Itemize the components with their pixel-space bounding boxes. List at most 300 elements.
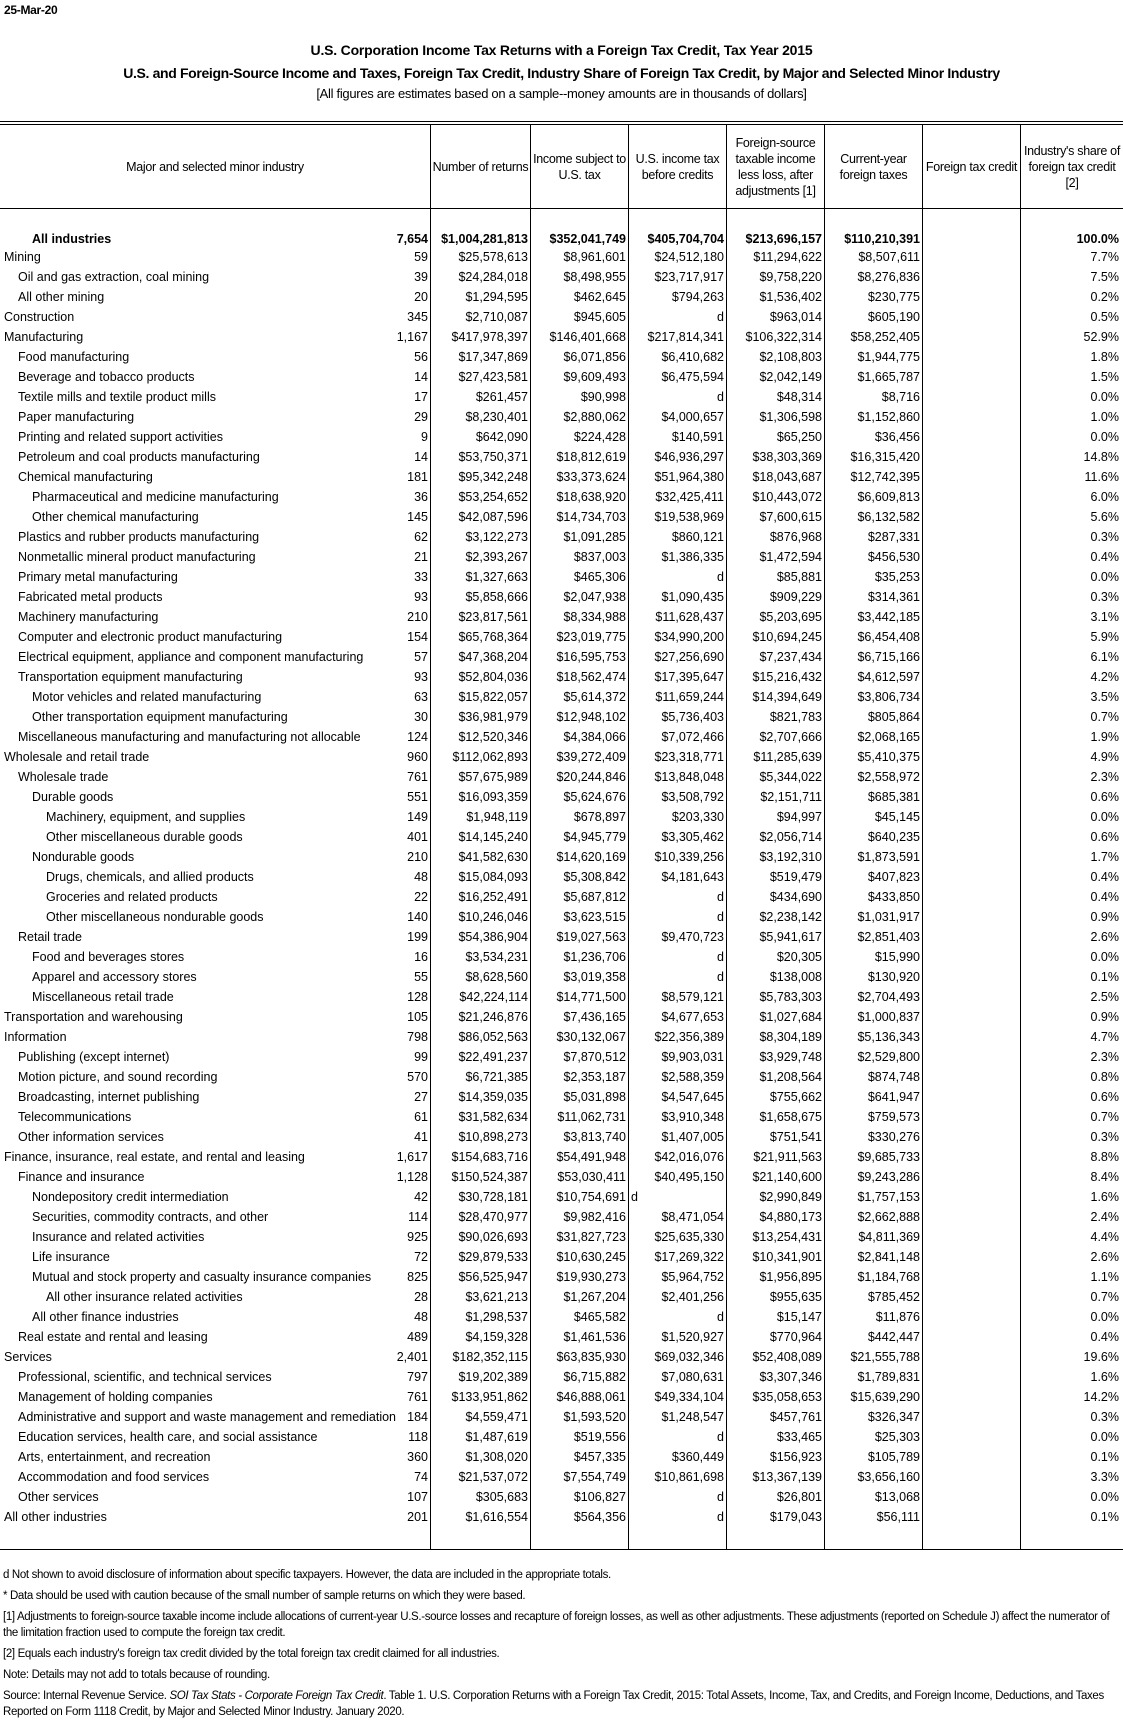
cell-foreign-tax-credit: $2,529,800: [857, 1050, 920, 1064]
cell-us-income-tax: $837,003: [573, 550, 626, 564]
table-row: [0, 348, 1123, 368]
cell-foreign-source-income: $25,635,330: [654, 1230, 724, 1244]
cell-current-year-foreign-taxes: $7,237,434: [759, 650, 822, 664]
row-label: Nondepository credit intermediation: [32, 1190, 229, 1204]
cell-foreign-tax-credit: $13,068: [874, 1490, 920, 1504]
cell-current-year-foreign-taxes: $2,108,803: [759, 350, 822, 364]
cell-income-subject: $5,858,666: [465, 590, 528, 604]
cell-industry-share: 14.8%: [1083, 450, 1119, 464]
cell-us-income-tax: $678,897: [573, 810, 626, 824]
cell-current-year-foreign-taxes: $11,285,639: [753, 750, 822, 764]
cell-foreign-source-income: $23,717,917: [654, 270, 724, 284]
table-row: [0, 1208, 1123, 1228]
cell-us-income-tax: $1,091,285: [563, 530, 626, 544]
cell-us-income-tax: $12,948,102: [556, 710, 626, 724]
footnote-2: [2] Equals each industry's foreign tax credit divided by the total foreign tax credit claimed for all industries.: [3, 1648, 500, 1660]
cell-current-year-foreign-taxes: $1,472,594: [759, 550, 822, 564]
row-label: Wholesale and retail trade: [4, 750, 150, 764]
cell-foreign-source-income: $49,334,104: [654, 1390, 724, 1404]
table-body: [0, 230, 1123, 1528]
cell-income-subject: $14,145,240: [458, 830, 528, 844]
cell-current-year-foreign-taxes: $1,306,598: [759, 410, 822, 424]
cell-foreign-source-income: $10,861,698: [654, 1470, 724, 1484]
cell-returns: 42: [414, 1190, 428, 1204]
row-label: Petroleum and coal products manufacturing: [18, 450, 260, 464]
cell-foreign-tax-credit: $15,639,290: [850, 1390, 920, 1404]
table-row: [0, 808, 1123, 828]
table-subtitle: U.S. and Foreign-Source Income and Taxes, Foreign Tax Credit, Industry Share of Foreign Tax Credit, by Major and Selected Minor Industry: [123, 65, 1000, 81]
table-row: [0, 868, 1123, 888]
cell-foreign-source-income: $19,538,969: [654, 510, 724, 524]
cell-income-subject: $16,093,359: [458, 790, 528, 804]
table-row: [0, 568, 1123, 588]
cell-industry-share: 4.4%: [1090, 1230, 1119, 1244]
cell-us-income-tax: $5,614,372: [563, 690, 626, 704]
cell-foreign-source-income: $32,425,411: [655, 490, 724, 504]
table-row: [0, 1028, 1123, 1048]
table-row: [0, 488, 1123, 508]
cell-foreign-tax-credit: $314,361: [867, 590, 920, 604]
row-label: Accommodation and food services: [18, 1470, 210, 1484]
row-label: Textile mills and textile product mills: [18, 390, 216, 404]
cell-foreign-tax-credit: $2,662,888: [857, 1210, 920, 1224]
cell-industry-share: 0.6%: [1090, 1090, 1119, 1104]
cell-income-subject: $8,628,560: [465, 970, 528, 984]
cell-income-subject: $1,616,554: [465, 1510, 528, 1524]
cell-current-year-foreign-taxes: $10,443,072: [752, 490, 822, 504]
cell-foreign-tax-credit: $759,573: [867, 1110, 920, 1124]
table-row: [0, 1428, 1123, 1448]
cell-income-subject: $12,520,346: [458, 730, 528, 744]
table-row: [0, 988, 1123, 1008]
cell-foreign-source-income: $405,704,704: [647, 232, 724, 246]
cell-income-subject: $305,683: [475, 1490, 528, 1504]
cell-industry-share: 0.8%: [1090, 1070, 1119, 1084]
cell-current-year-foreign-taxes: $13,367,139: [752, 1470, 822, 1484]
cell-returns: 30: [414, 710, 428, 724]
cell-foreign-source-income: $1,248,547: [661, 1410, 724, 1424]
cell-us-income-tax: $3,623,515: [563, 910, 626, 924]
cell-income-subject: $3,122,273: [465, 530, 528, 544]
cell-current-year-foreign-taxes: $755,662: [769, 1090, 822, 1104]
cell-income-subject: $182,352,115: [452, 1350, 528, 1364]
cell-income-subject: $41,582,630: [458, 850, 528, 864]
cell-returns: 118: [408, 1430, 428, 1444]
cell-returns: 29: [414, 410, 428, 424]
cell-returns: 360: [407, 1450, 428, 1464]
cell-us-income-tax: $23,019,775: [556, 630, 626, 644]
cell-foreign-tax-credit: $1,789,831: [857, 1370, 920, 1384]
table-row: [0, 428, 1123, 448]
cell-returns: 154: [407, 630, 428, 644]
table-row: [0, 968, 1123, 988]
cell-us-income-tax: $18,812,619: [556, 450, 626, 464]
cell-income-subject: $53,254,652: [458, 490, 528, 504]
cell-income-subject: $47,368,204: [458, 650, 528, 664]
cell-us-income-tax: $6,715,882: [563, 1370, 626, 1384]
cell-returns: 62: [414, 530, 428, 544]
cell-foreign-source-income: $8,579,121: [661, 990, 724, 1004]
cell-us-income-tax: $519,556: [573, 1430, 626, 1444]
cell-returns: 210: [407, 850, 428, 864]
cell-us-income-tax: $1,267,204: [563, 1290, 626, 1304]
cell-foreign-source-income: $860,121: [671, 530, 724, 544]
cell-income-subject: $90,026,693: [458, 1230, 528, 1244]
cell-foreign-tax-credit: $21,555,788: [850, 1350, 920, 1364]
cell-current-year-foreign-taxes: $1,536,402: [759, 290, 822, 304]
cell-returns: 181: [407, 470, 428, 484]
table-row: [0, 1448, 1123, 1468]
cell-current-year-foreign-taxes: $18,043,687: [752, 470, 822, 484]
cell-current-year-foreign-taxes: $35,058,653: [752, 1390, 822, 1404]
table-row: [0, 468, 1123, 488]
row-label: Fabricated metal products: [18, 590, 163, 604]
cell-foreign-tax-credit: $25,303: [874, 1430, 920, 1444]
cell-current-year-foreign-taxes: $2,707,666: [759, 730, 822, 744]
table-row: [0, 788, 1123, 808]
cell-current-year-foreign-taxes: $1,658,675: [759, 1110, 822, 1124]
cell-foreign-tax-credit: $2,068,165: [857, 730, 920, 744]
table-row: [0, 1468, 1123, 1488]
cell-industry-share: 4.7%: [1090, 1030, 1119, 1044]
cell-us-income-tax: $90,998: [580, 390, 626, 404]
cell-returns: 105: [407, 1010, 428, 1024]
cell-us-income-tax: $1,593,520: [563, 1410, 626, 1424]
table-row: [0, 268, 1123, 288]
cell-us-income-tax: $18,562,474: [556, 670, 626, 684]
cell-industry-share: 11.6%: [1084, 470, 1119, 484]
cell-income-subject: $4,159,328: [465, 1330, 528, 1344]
cell-returns: 1,167: [396, 330, 428, 344]
cell-foreign-tax-credit: $640,235: [867, 830, 920, 844]
cell-industry-share: 0.7%: [1090, 1110, 1119, 1124]
cell-foreign-tax-credit: $3,442,185: [857, 610, 920, 624]
cell-returns: 16: [414, 950, 428, 964]
cell-returns: 63: [414, 690, 428, 704]
cell-foreign-source-income: $1,090,435: [661, 590, 724, 604]
cell-industry-share: 0.0%: [1090, 950, 1119, 964]
cell-foreign-source-income: $140,591: [671, 430, 724, 444]
cell-foreign-source-income: $2,401,256: [661, 1290, 724, 1304]
cell-current-year-foreign-taxes: $213,696,157: [745, 232, 822, 246]
cell-us-income-tax: $457,335: [573, 1450, 626, 1464]
table-row: [0, 1508, 1123, 1528]
cell-industry-share: 8.8%: [1090, 1150, 1119, 1164]
column-header-current-year-foreign-taxes: Current-year foreign taxes: [839, 151, 908, 182]
cell-us-income-tax: $54,491,948: [556, 1150, 626, 1164]
row-label: Machinery manufacturing: [18, 610, 159, 624]
row-label: Food manufacturing: [18, 350, 130, 364]
cell-income-subject: $10,898,273: [458, 1130, 528, 1144]
cell-returns: 74: [414, 1470, 428, 1484]
cell-income-subject: $2,393,267: [465, 550, 528, 564]
table-row: [0, 1048, 1123, 1068]
row-label: Chemical manufacturing: [18, 470, 153, 484]
table-row: [0, 588, 1123, 608]
cell-foreign-tax-credit: $6,609,813: [857, 490, 920, 504]
cell-foreign-source-income: $17,269,322: [654, 1250, 724, 1264]
cell-industry-share: 0.6%: [1090, 830, 1119, 844]
report-date: 25-Mar-20: [4, 3, 58, 17]
row-label: Durable goods: [32, 790, 114, 804]
cell-industry-share: 0.4%: [1090, 870, 1119, 884]
cell-income-subject: $24,284,018: [458, 270, 528, 284]
table-row: [0, 1188, 1123, 1208]
table-row: [0, 1108, 1123, 1128]
cell-foreign-tax-credit: $130,920: [867, 970, 920, 984]
cell-returns: 48: [414, 1310, 428, 1324]
cell-us-income-tax: $2,353,187: [563, 1070, 626, 1084]
cell-current-year-foreign-taxes: $15,216,432: [752, 670, 822, 684]
cell-us-income-tax: $462,645: [573, 290, 626, 304]
cell-income-subject: $21,246,876: [458, 1010, 528, 1024]
cell-us-income-tax: $19,027,563: [556, 930, 626, 944]
cell-industry-share: 0.9%: [1090, 910, 1119, 924]
cell-industry-share: 5.9%: [1090, 630, 1119, 644]
column-header-income-subject: Income subject to U.S. tax: [533, 151, 626, 182]
row-label: Primary metal manufacturing: [18, 570, 178, 584]
cell-us-income-tax: $465,582: [573, 1310, 626, 1324]
cell-foreign-source-income: $11,659,244: [655, 690, 724, 704]
cell-income-subject: $29,879,533: [458, 1250, 528, 1264]
cell-foreign-source-income: d: [717, 1430, 724, 1444]
cell-income-subject: $28,470,977: [458, 1210, 528, 1224]
cell-returns: 99: [414, 1050, 428, 1064]
cell-foreign-tax-credit: $1,757,153: [857, 1190, 920, 1204]
table-row: [0, 628, 1123, 648]
cell-foreign-tax-credit: $5,136,343: [857, 1030, 920, 1044]
bottom-rule: [0, 1549, 1123, 1550]
table-row: [0, 288, 1123, 308]
cell-returns: 48: [414, 870, 428, 884]
cell-returns: 825: [407, 1270, 428, 1284]
cell-current-year-foreign-taxes: $65,250: [776, 430, 822, 444]
table-row: [0, 528, 1123, 548]
cell-income-subject: $1,308,020: [465, 1450, 528, 1464]
cell-returns: 22: [414, 890, 428, 904]
table-row: [0, 1148, 1123, 1168]
cell-returns: 17: [414, 390, 428, 404]
cell-returns: 401: [407, 830, 428, 844]
row-label: Plastics and rubber products manufacturing: [18, 530, 260, 544]
cell-foreign-source-income: $4,000,657: [661, 410, 724, 424]
cell-current-year-foreign-taxes: $5,783,303: [759, 990, 822, 1004]
cell-returns: 210: [407, 610, 428, 624]
cell-foreign-tax-credit: $6,454,408: [857, 630, 920, 644]
cell-industry-share: 4.2%: [1090, 670, 1119, 684]
cell-us-income-tax: $1,236,706: [563, 950, 626, 964]
table-row: [0, 1168, 1123, 1188]
cell-foreign-tax-credit: $56,111: [876, 1510, 920, 1524]
row-label: Real estate and rental and leasing: [18, 1330, 208, 1344]
cell-foreign-source-income: $17,395,647: [654, 670, 724, 684]
cell-current-year-foreign-taxes: $38,303,369: [752, 450, 822, 464]
cell-industry-share: 0.0%: [1090, 1490, 1119, 1504]
table-row: [0, 708, 1123, 728]
cell-us-income-tax: $5,308,842: [563, 870, 626, 884]
cell-foreign-tax-credit: $805,864: [867, 710, 920, 724]
cell-us-income-tax: $3,813,740: [563, 1130, 626, 1144]
table-row: [0, 368, 1123, 388]
table-row: [0, 1068, 1123, 1088]
row-label: Finance, insurance, real estate, and rental and leasing: [4, 1150, 305, 1164]
cell-industry-share: 2.5%: [1090, 990, 1119, 1004]
cell-foreign-source-income: $4,677,653: [661, 1010, 724, 1024]
cell-current-year-foreign-taxes: $909,229: [769, 590, 822, 604]
cell-returns: 797: [407, 1370, 428, 1384]
row-label: Other miscellaneous nondurable goods: [46, 910, 264, 924]
cell-foreign-source-income: $794,263: [671, 290, 724, 304]
cell-foreign-source-income: $7,080,631: [661, 1370, 724, 1384]
cell-industry-share: 0.2%: [1090, 290, 1119, 304]
table-row: [0, 1008, 1123, 1028]
table-row: [0, 748, 1123, 768]
cell-returns: 93: [414, 590, 428, 604]
cell-foreign-tax-credit: $9,685,733: [857, 1150, 920, 1164]
cell-industry-share: 2.3%: [1090, 770, 1119, 784]
cell-current-year-foreign-taxes: $3,192,310: [759, 850, 822, 864]
table-row: [0, 388, 1123, 408]
cell-foreign-source-income: d: [717, 390, 724, 404]
table-row: [0, 928, 1123, 948]
cell-foreign-source-income: d: [717, 1310, 724, 1324]
cell-current-year-foreign-taxes: $9,758,220: [759, 270, 822, 284]
table-row: [0, 1248, 1123, 1268]
column-header-foreign-tax-credit: Foreign tax credit: [925, 159, 1018, 174]
cell-income-subject: $86,052,563: [458, 1030, 528, 1044]
cell-us-income-tax: $14,620,169: [556, 850, 626, 864]
row-label: Transportation and warehousing: [4, 1010, 183, 1024]
cell-income-subject: $1,487,619: [465, 1430, 528, 1444]
cell-foreign-tax-credit: $5,410,375: [857, 750, 920, 764]
cell-current-year-foreign-taxes: $3,307,346: [759, 1370, 822, 1384]
row-label: Drugs, chemicals, and allied products: [46, 870, 254, 884]
cell-foreign-source-income: $203,330: [671, 810, 724, 824]
cell-income-subject: $1,004,281,813: [441, 232, 528, 246]
row-label: Information: [4, 1030, 67, 1044]
cell-us-income-tax: $5,624,676: [563, 790, 626, 804]
cell-foreign-source-income: $6,410,682: [661, 350, 724, 364]
table-row: [0, 548, 1123, 568]
cell-income-subject: $52,804,036: [458, 670, 528, 684]
cell-industry-share: 1.8%: [1090, 350, 1119, 364]
cell-industry-share: 1.1%: [1090, 1270, 1119, 1284]
cell-industry-share: 1.6%: [1090, 1370, 1119, 1384]
cell-foreign-tax-credit: $1,665,787: [857, 370, 920, 384]
cell-foreign-source-income: $40,495,150: [654, 1170, 724, 1184]
table-row: [0, 848, 1123, 868]
row-label: Pharmaceutical and medicine manufacturing: [32, 490, 279, 504]
column-header-foreign-source-income: Foreign-source taxable income less loss, after adjustments [1]: [735, 135, 816, 198]
cell-returns: 2,401: [396, 1350, 428, 1364]
cell-current-year-foreign-taxes: $4,880,173: [759, 1210, 822, 1224]
table-row: [0, 328, 1123, 348]
row-label: Other miscellaneous durable goods: [46, 830, 243, 844]
cell-current-year-foreign-taxes: $2,151,711: [760, 790, 822, 804]
table-row: [0, 230, 1123, 248]
cell-us-income-tax: $19,930,273: [556, 1270, 626, 1284]
cell-current-year-foreign-taxes: $751,541: [769, 1130, 822, 1144]
cell-foreign-tax-credit: $287,331: [867, 530, 920, 544]
cell-us-income-tax: $46,888,061: [556, 1390, 626, 1404]
cell-current-year-foreign-taxes: $52,408,089: [752, 1350, 822, 1364]
cell-us-income-tax: $1,461,536: [563, 1330, 626, 1344]
cell-returns: 57: [414, 650, 428, 664]
row-label: All other industries: [4, 1510, 107, 1524]
cell-current-year-foreign-taxes: $457,761: [769, 1410, 822, 1424]
cell-industry-share: 0.9%: [1090, 1010, 1119, 1024]
cell-current-year-foreign-taxes: $106,322,314: [745, 330, 822, 344]
cell-income-subject: $42,087,596: [458, 510, 528, 524]
footnote-source: [3, 1688, 1113, 1720]
cell-us-income-tax: $564,356: [573, 1510, 626, 1524]
cell-industry-share: 1.5%: [1090, 370, 1119, 384]
cell-current-year-foreign-taxes: $876,968: [769, 530, 822, 544]
source-publication: SOI Tax Stats - Corporate Foreign Tax Credit: [169, 1690, 384, 1702]
footnote-note: Note: Details may not add to totals because of rounding.: [3, 1669, 270, 1681]
cell-foreign-tax-credit: $2,558,972: [857, 770, 920, 784]
cell-industry-share: 0.6%: [1090, 790, 1119, 804]
cell-foreign-tax-credit: $11,876: [875, 1310, 920, 1324]
cell-income-subject: $1,294,595: [465, 290, 528, 304]
table-row: [0, 1228, 1123, 1248]
cell-returns: 7,654: [396, 232, 428, 246]
cell-current-year-foreign-taxes: $5,941,617: [759, 930, 822, 944]
table-row: [0, 1388, 1123, 1408]
cell-us-income-tax: $5,687,812: [563, 890, 626, 904]
row-label: Printing and related support activities: [18, 430, 223, 444]
cell-income-subject: $25,578,613: [458, 250, 528, 264]
row-label: Manufacturing: [4, 330, 84, 344]
cell-returns: 33: [414, 570, 428, 584]
table-row: [0, 1268, 1123, 1288]
cell-current-year-foreign-taxes: $48,314: [776, 390, 822, 404]
cell-income-subject: $6,721,385: [465, 1070, 528, 1084]
cell-current-year-foreign-taxes: $138,008: [769, 970, 822, 984]
row-label: All other mining: [18, 290, 105, 304]
table-row: [0, 668, 1123, 688]
cell-industry-share: 8.4%: [1090, 1170, 1119, 1184]
cell-income-subject: $57,675,989: [458, 770, 528, 784]
table-row: [0, 1328, 1123, 1348]
cell-income-subject: $27,423,581: [458, 370, 528, 384]
cell-industry-share: 3.3%: [1090, 1470, 1119, 1484]
cell-us-income-tax: $31,827,723: [556, 1230, 626, 1244]
cell-us-income-tax: $5,031,898: [563, 1090, 626, 1104]
table-row: [0, 1308, 1123, 1328]
cell-foreign-source-income: $9,903,031: [661, 1050, 724, 1064]
table-row: [0, 1408, 1123, 1428]
cell-industry-share: 0.0%: [1090, 390, 1119, 404]
cell-industry-share: 0.4%: [1090, 550, 1119, 564]
cell-returns: 59: [414, 250, 428, 264]
cell-current-year-foreign-taxes: $963,014: [769, 310, 822, 324]
cell-returns: 61: [414, 1110, 428, 1124]
column-header-industry: Major and selected minor industry: [126, 159, 304, 174]
cell-income-subject: $14,359,035: [458, 1090, 528, 1104]
cell-current-year-foreign-taxes: $94,997: [776, 810, 822, 824]
source-suffix: . Table 1. U.S. Corporation Returns with a Foreign Tax Credit, 2015: Total Assets, Income, Tax, and Credits, and Foreign Income, Deductions, and Taxes Reported on Form 1118 Credit, by Major and Selected Minor Industry. January 2020.: [3, 1690, 1104, 1718]
cell-current-year-foreign-taxes: $10,341,901: [752, 1250, 822, 1264]
cell-foreign-source-income: $3,910,348: [661, 1110, 724, 1124]
cell-returns: 145: [407, 510, 428, 524]
table-row: [0, 508, 1123, 528]
cell-foreign-source-income: d: [717, 570, 724, 584]
cell-returns: 9: [421, 430, 428, 444]
cell-foreign-source-income: $27,256,690: [654, 650, 724, 664]
cell-foreign-tax-credit: $641,947: [867, 1090, 920, 1104]
cell-foreign-source-income: $3,508,792: [661, 790, 724, 804]
